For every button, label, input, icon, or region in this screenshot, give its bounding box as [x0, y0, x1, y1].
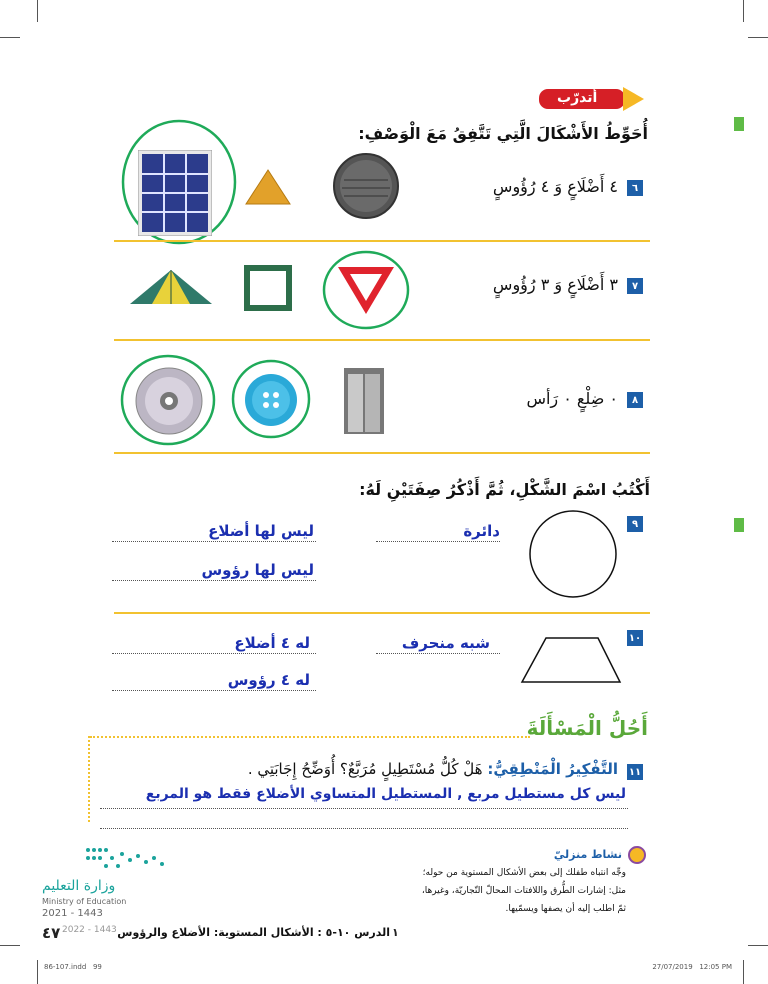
- divider: [114, 240, 650, 242]
- ministry-name-en: Ministry of Education: [42, 897, 127, 906]
- answer-line: [112, 690, 316, 691]
- home-activity-line: مثل: إشارات الطُّرق واللافتات المحالّ التّجاريّة، وغيرها،: [421, 886, 626, 896]
- instruction-write: أَكْتُبُ اسْمَ الشَّكْلِ، ثُمَّ أَذْكُرُ صِفَتَيْنِ لَهُ:: [359, 480, 650, 499]
- answer-line: [112, 653, 316, 654]
- footer-year: 2022 - 1443: [62, 925, 117, 935]
- item-number: ١٠: [627, 630, 643, 646]
- yield-sign-icon: [336, 264, 396, 316]
- answer-line: [376, 541, 500, 542]
- home-activity-line: وجِّه انتباه طفلك إلى بعض الأشكال المستوية من حوله؛: [422, 868, 626, 878]
- manhole-cover-icon: [332, 152, 400, 220]
- tent-icon: [128, 268, 214, 306]
- item-description: ٣ أَضْلَاعٍ وَ ٣ رُؤُوسٍ: [492, 275, 618, 294]
- trapezoid-shape-icon: [518, 634, 624, 686]
- problem-lead: التَّفْكِيرُ الْمَنْطِقِيُّ:: [487, 760, 618, 778]
- item-description: ٤ أَضْلَاعٍ وَ ٤ رُؤُوسٍ: [492, 177, 618, 196]
- home-activity-title: نشاط منزليّ: [553, 848, 622, 861]
- print-file-name: 86-107.indd 99: [44, 963, 102, 971]
- crop-mark: [0, 37, 20, 38]
- print-date: 27/07/2019 12:05 PM: [652, 963, 732, 971]
- side-tab: [734, 117, 744, 131]
- ministry-name-ar: وزارة التعليم: [42, 878, 116, 894]
- item-number: ٩: [627, 516, 643, 532]
- divider: [114, 452, 650, 454]
- home-activity-line: ثمّ اطلب إليه أن يصفها ويسمّيها.: [505, 904, 626, 914]
- instruction-circle: أُحَوِّطُ الأَشْكَالَ الَّتِي تَتَّفِقُ مَعَ الْوَصْفِ:: [358, 124, 648, 143]
- crop-mark: [37, 0, 38, 22]
- section-rule: [90, 736, 530, 738]
- home-activity-icon: [628, 846, 646, 864]
- practice-badge: [537, 86, 645, 112]
- item-number: ٦: [627, 180, 643, 196]
- property-answer: له ٤ أضلاع: [234, 634, 310, 652]
- problem-question: [248, 760, 618, 778]
- elevator-icon: [344, 368, 384, 434]
- section-rule: [88, 736, 90, 822]
- shape-name-answer: شبه منحرف: [401, 634, 490, 652]
- shape-name-answer: دائرة: [463, 522, 500, 540]
- square-frame-icon: [244, 265, 292, 311]
- crop-mark: [743, 0, 744, 22]
- problem-section-title: أَحُلُّ الْمَسْأَلَةَ: [526, 716, 648, 740]
- problem-text: هَلْ كُلُّ مُسْتَطِيلٍ مُرَبَّعٌ؟ أُوَضِّحُ إِجَابَتِي .: [247, 760, 483, 778]
- item-description: ٠ ضِلْعٍ ٠ رَأس: [526, 389, 618, 408]
- crop-mark: [748, 37, 768, 38]
- triangle-sign-icon: [244, 168, 292, 206]
- button-icon: [243, 372, 299, 428]
- solar-panel-icon: [138, 150, 212, 236]
- crop-mark: [743, 960, 744, 984]
- property-answer: ليس لها رؤوس: [201, 561, 314, 579]
- page-number: ٤٧: [42, 924, 61, 942]
- answer-line: [100, 808, 628, 809]
- crop-mark: [0, 945, 20, 946]
- problem-answer: ليس كل مستطيل مربع , المستطيل المتساوي الأضلاع فقط هو المربع: [145, 786, 626, 802]
- answer-line: [112, 541, 316, 542]
- side-tab: [734, 518, 744, 532]
- badge-label: أتدرّب: [557, 90, 598, 106]
- circle-shape-icon: [527, 508, 619, 600]
- answer-line: [376, 653, 500, 654]
- footer-left-num: ١: [392, 926, 399, 939]
- crop-mark: [748, 945, 768, 946]
- cd-disc-icon: [134, 366, 204, 436]
- answer-line: [100, 828, 628, 829]
- footer-lesson: الدرس ١٠-٥ : الأشكال المستوية: الأضلاع والرؤوس: [117, 926, 390, 939]
- property-answer: ليس لها أضلاع: [208, 522, 314, 540]
- item-number: ٨: [627, 392, 643, 408]
- ministry-year: 2021 - 1443: [42, 908, 103, 919]
- ministry-logo-icon: [82, 844, 172, 874]
- property-answer: له ٤ رؤوس: [227, 671, 310, 689]
- item-number: ١١: [627, 764, 643, 780]
- divider: [114, 612, 650, 614]
- item-number: ٧: [627, 278, 643, 294]
- crop-mark: [37, 960, 38, 984]
- answer-line: [112, 580, 316, 581]
- divider: [114, 339, 650, 341]
